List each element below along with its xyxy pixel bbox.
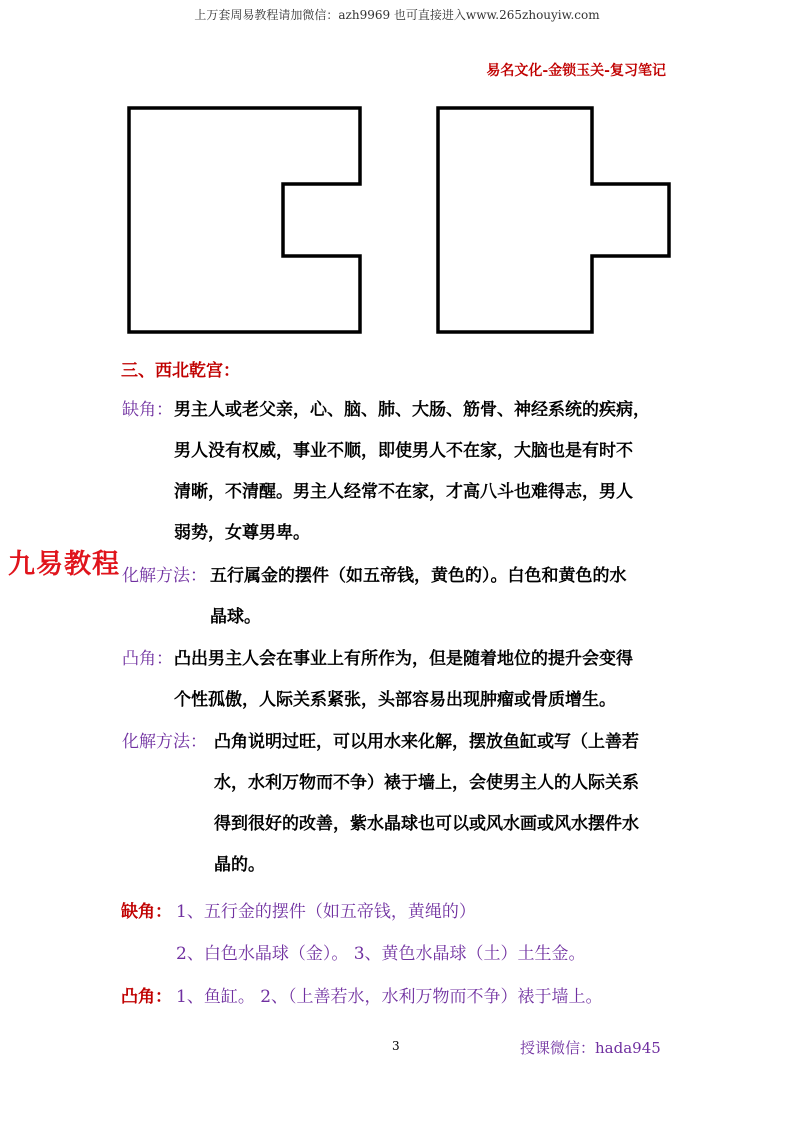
document-header: 易名文化-金锁玉关-复习笔记 xyxy=(486,63,666,79)
text-line: 凸角说明过旺，可以用水来化解，摆放鱼缸或写（上善若 xyxy=(214,732,639,752)
text-line: 五行属金的摆件（如五帝钱，黄色的）。白色和黄色的水 xyxy=(210,566,627,586)
text-line: 得到很好的改善，紫水晶球也可以或风水画或风水摆件水 xyxy=(214,814,639,834)
protruding-corner-label: 凸角： xyxy=(122,649,173,669)
text-line: 水，水利万物而不争）裱于墙上，会使男主人的人际关系 xyxy=(214,773,639,793)
summary-missing-line-2: 2、白色水晶球（金）。 3、黄色水晶球（土）土生金。 xyxy=(176,944,586,964)
top-banner: 上万套周易教程请加微信：azh9969 也可直接进入www.265zhouyiw.com xyxy=(194,8,600,22)
floor-plan-diagrams xyxy=(126,106,672,336)
summary-protruding-line-1: 1、鱼缸。 2、（上善若水，水利万物而不争）裱于墙上。 xyxy=(176,987,603,1007)
protruding-corner-floor-plan xyxy=(438,108,669,332)
missing-corner-remedy-label: 化解方法： xyxy=(122,566,207,586)
text-line: 男主人或老父亲，心、脑、肺、大肠、筋骨、神经系统的疾病， xyxy=(174,400,650,420)
summary-missing-line-1: 1、五行金的摆件（如五帝钱，黄绳的） xyxy=(176,902,476,922)
text-line: 男人没有权威，事业不顺，即使男人不在家，大脑也是有时不 xyxy=(174,441,633,461)
summary-protruding-label: 凸角： xyxy=(121,987,172,1007)
text-line: 个性孤傲，人际关系紧张，头部容易出现肿瘤或骨质增生。 xyxy=(174,690,616,710)
footer-contact: 授课微信：hada945 xyxy=(520,1039,661,1057)
missing-corner-remedy xyxy=(210,556,627,638)
text-line: 凸出男主人会在事业上有所作为，但是随着地位的提升会变得 xyxy=(174,649,633,669)
page-number: 3 xyxy=(392,1039,400,1053)
missing-corner-description xyxy=(174,390,650,554)
protruding-corner-description xyxy=(174,639,633,721)
watermark-logo: 九易教程 xyxy=(8,549,120,580)
section-title: 三、西北乾宫： xyxy=(121,361,240,381)
missing-corner-floor-plan xyxy=(129,108,360,332)
protruding-corner-remedy-label: 化解方法： xyxy=(122,732,207,752)
protruding-corner-remedy xyxy=(214,722,639,886)
summary-missing-label: 缺角： xyxy=(121,902,172,922)
text-line: 晶球。 xyxy=(210,607,261,627)
missing-corner-label: 缺角： xyxy=(122,400,173,420)
text-line: 晶的。 xyxy=(214,855,265,875)
text-line: 清晰，不清醒。男主人经常不在家，才高八斗也难得志，男人 xyxy=(174,482,633,502)
text-line: 弱势，女尊男卑。 xyxy=(174,523,310,543)
